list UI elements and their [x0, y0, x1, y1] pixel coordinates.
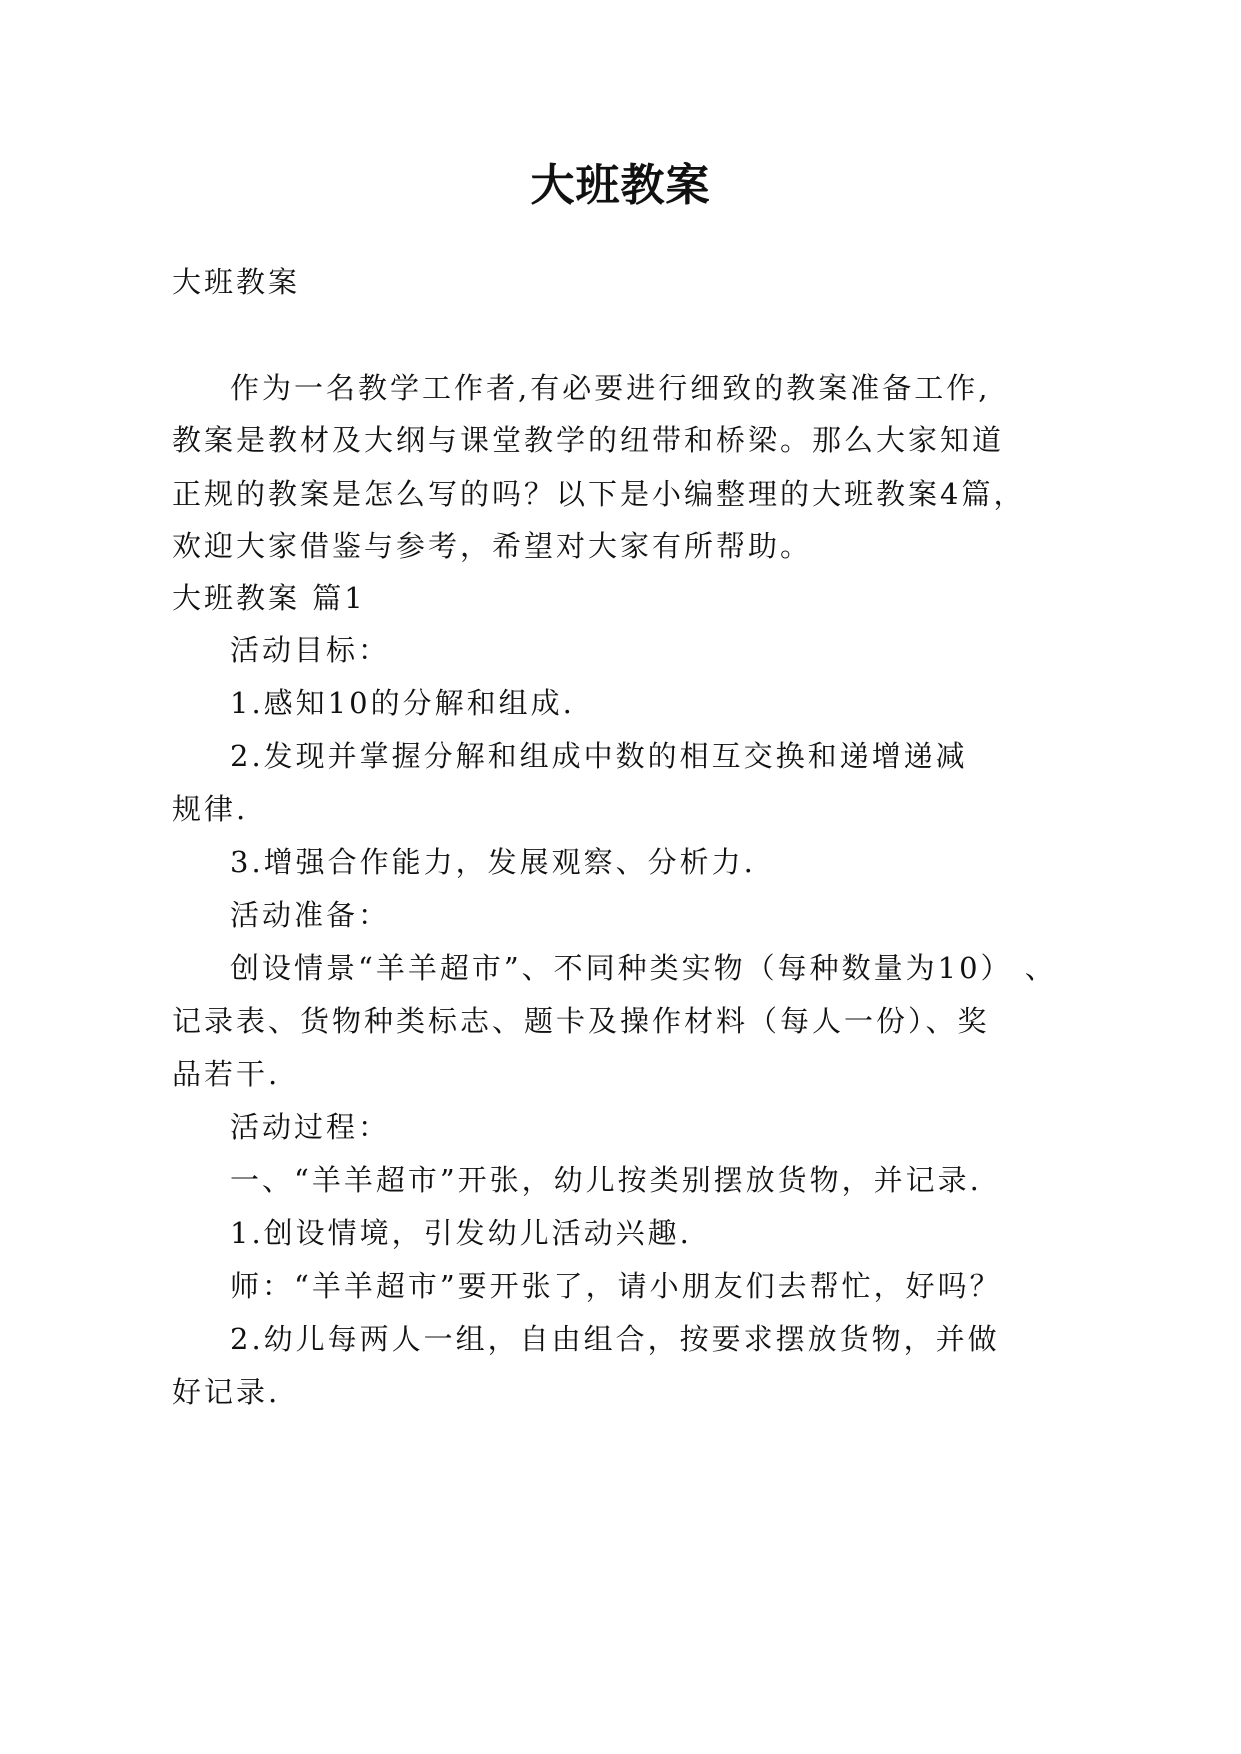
intro-line-4: 欢迎大家借鉴与参考，希望对大家有所帮助。 — [172, 529, 813, 563]
body-line: 活动过程： — [230, 1110, 391, 1144]
intro-line-1: 作为一名教学工作者,有必要进行细致的教案准备工作, — [230, 371, 991, 405]
body-line: 品若干. — [172, 1057, 281, 1091]
body-line: 1.感知10的分解和组成. — [230, 686, 575, 720]
body-line: 活动目标： — [230, 633, 391, 667]
body-line: 一、“羊羊超市”开张，幼儿按类别摆放货物，并记录. — [230, 1163, 982, 1197]
body-line: 师：“羊羊超市”要开张了，请小朋友们去帮忙，好吗？ — [230, 1269, 1002, 1303]
section-heading: 大班教案 篇1 — [172, 581, 366, 615]
body-line: 记录表、货物种类标志、题卡及操作材料（每人一份）、奖 — [172, 1004, 990, 1038]
body-line: 规律. — [172, 792, 249, 826]
body-line: 2.幼儿每两人一组，自由组合，按要求摆放货物，并做 — [230, 1322, 1000, 1356]
document-title: 大班教案 — [530, 160, 711, 211]
intro-line-2: 教案是教材及大纲与课堂教学的纽带和桥梁。那么大家知道 — [172, 423, 1005, 457]
body-line: 2.发现并掌握分解和组成中数的相互交换和递增递减 — [230, 739, 968, 773]
body-line: 创设情景“羊羊超市”、不同种类实物（每种数量为10） 、 — [230, 951, 1057, 985]
body-line: 活动准备： — [230, 898, 391, 932]
body-line: 3.增强合作能力，发展观察、分析力. — [230, 845, 756, 879]
intro-line-3: 正规的教案是怎么写的吗？以下是小编整理的大班教案4篇， — [172, 477, 1026, 511]
subtitle-line: 大班教案 — [172, 265, 301, 299]
body-line: 好记录. — [172, 1375, 281, 1409]
body-line: 1.创设情境，引发幼儿活动兴趣. — [230, 1216, 692, 1250]
